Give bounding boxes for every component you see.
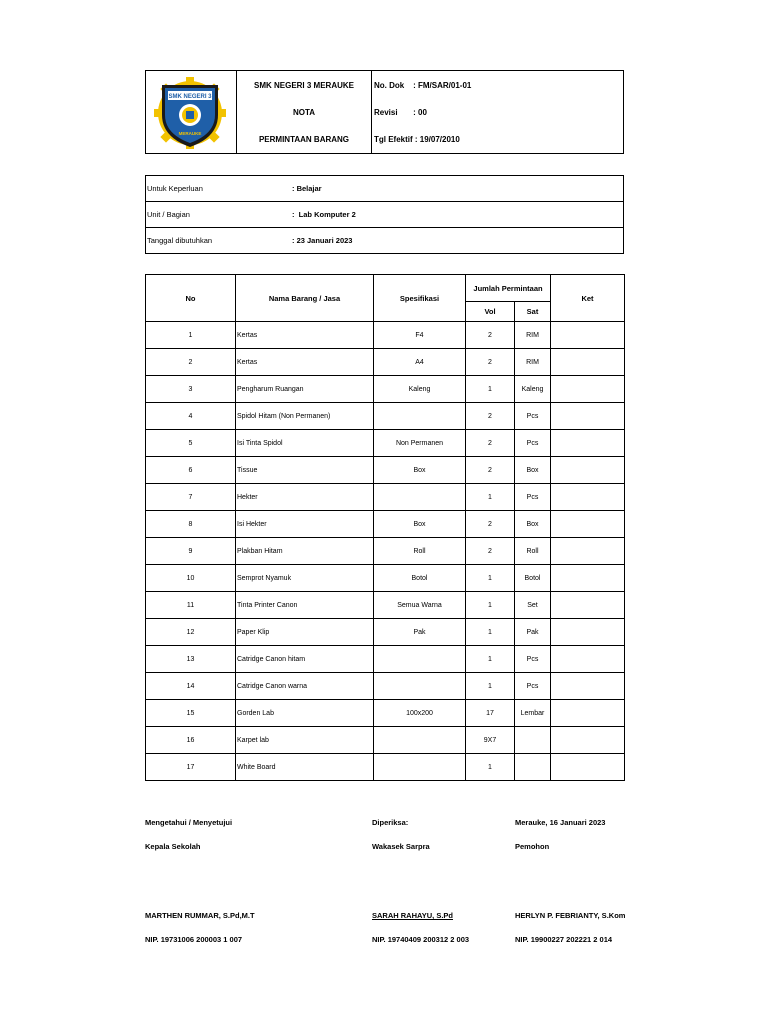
- school-name: SMK NEGERI 3 MERAUKE: [253, 80, 354, 90]
- cell-no: 10: [146, 565, 236, 592]
- cell-ket: [551, 700, 625, 727]
- revisi: Revisi : 00: [374, 107, 427, 117]
- cell-ket: [551, 565, 625, 592]
- cell-sat: [515, 754, 551, 781]
- info-row-tanggal: [146, 228, 624, 254]
- cell-ket: [551, 619, 625, 646]
- header-jumlah: Jumlah Permintaan: [466, 275, 551, 302]
- cell-no: 5: [146, 430, 236, 457]
- logo-text-top: SMK NEGERI 3: [168, 94, 212, 100]
- cell-nama: Semprot Nyamuk: [236, 565, 374, 592]
- cell-spesifikasi: Kaleng: [374, 376, 466, 403]
- cell-vol: 1: [466, 619, 515, 646]
- cell-nama: Plakban Hitam: [236, 538, 374, 565]
- table-row: [146, 592, 625, 619]
- unit-label: Unit / Bagian: [147, 210, 190, 219]
- cell-no: 14: [146, 673, 236, 700]
- document-header: [145, 70, 624, 154]
- cell-no: 1: [146, 322, 236, 349]
- cell-nama: Isi Tinta Spidol: [236, 430, 374, 457]
- cell-spesifikasi: Non Permanen: [374, 430, 466, 457]
- cell-nama: Hekter: [236, 484, 374, 511]
- table-row: [146, 727, 625, 754]
- table-row: [146, 484, 625, 511]
- cell-no: 13: [146, 646, 236, 673]
- sig-mid-name: SARAH RAHAYU, S.Pd: [372, 911, 453, 920]
- cell-ket: [551, 457, 625, 484]
- cell-spesifikasi: A4: [374, 349, 466, 376]
- table-row: [146, 322, 625, 349]
- sig-mid-top: Diperiksa:: [372, 818, 409, 827]
- cell-nama: White Board: [236, 754, 374, 781]
- cell-sat: Pak: [515, 619, 551, 646]
- info-row-keperluan: [146, 176, 624, 202]
- table-row: [146, 646, 625, 673]
- cell-vol: 2: [466, 430, 515, 457]
- table-row: [146, 403, 625, 430]
- logo-text-bottom: MERAUKE: [178, 131, 202, 136]
- sig-right-top: Merauke, 16 Januari 2023: [515, 818, 606, 827]
- cell-sat: Pcs: [515, 403, 551, 430]
- cell-vol: 2: [466, 511, 515, 538]
- table-row: [146, 619, 625, 646]
- cell-sat: Lembar: [515, 700, 551, 727]
- school-logo: [146, 71, 234, 151]
- cell-vol: 2: [466, 403, 515, 430]
- cell-no: 9: [146, 538, 236, 565]
- cell-sat: RIM: [515, 322, 551, 349]
- no-dok: No. Dok : FM/SAR/01-01: [374, 80, 472, 90]
- sig-right-name: HERLYN P. FEBRIANTY, S.Kom: [515, 911, 626, 920]
- keperluan-value: : Belajar: [292, 184, 322, 193]
- sig-mid-nip: NIP. 19740409 200312 2 003: [372, 935, 470, 944]
- cell-sat: Botol: [515, 565, 551, 592]
- cell-ket: [551, 430, 625, 457]
- cell-vol: 2: [466, 349, 515, 376]
- sig-left-nip: NIP. 19731006 200003 1 007: [145, 935, 243, 944]
- cell-no: 15: [146, 700, 236, 727]
- cell-sat: Pcs: [515, 646, 551, 673]
- items-table: [145, 274, 625, 781]
- table-row: [146, 700, 625, 727]
- header-ket: Ket: [551, 275, 625, 322]
- table-row: [146, 349, 625, 376]
- cell-spesifikasi: [374, 403, 466, 430]
- tanggal-value: : 23 Januari 2023: [292, 236, 353, 245]
- cell-nama: Kertas: [236, 322, 374, 349]
- table-row: [146, 754, 625, 781]
- cell-spesifikasi: [374, 484, 466, 511]
- doc-subtitle: PERMINTAAN BARANG: [258, 134, 350, 144]
- cell-spesifikasi: [374, 646, 466, 673]
- cell-spesifikasi: Botol: [374, 565, 466, 592]
- cell-ket: [551, 322, 625, 349]
- cell-vol: 2: [466, 538, 515, 565]
- cell-spesifikasi: [374, 754, 466, 781]
- table-row: [146, 538, 625, 565]
- cell-sat: Pcs: [515, 673, 551, 700]
- cell-nama: Tissue: [236, 457, 374, 484]
- cell-nama: Isi Hekter: [236, 511, 374, 538]
- cell-no: 16: [146, 727, 236, 754]
- cell-ket: [551, 538, 625, 565]
- cell-vol: 1: [466, 754, 515, 781]
- cell-nama: Pengharum Ruangan: [236, 376, 374, 403]
- cell-spesifikasi: F4: [374, 322, 466, 349]
- cell-sat: [515, 727, 551, 754]
- info-row-unit: [146, 202, 624, 228]
- cell-vol: 1: [466, 376, 515, 403]
- cell-no: 6: [146, 457, 236, 484]
- cell-vol: 1: [466, 565, 515, 592]
- title-cell: [237, 71, 372, 154]
- cell-sat: Pcs: [515, 484, 551, 511]
- cell-spesifikasi: [374, 727, 466, 754]
- cell-sat: Kaleng: [515, 376, 551, 403]
- cell-ket: [551, 511, 625, 538]
- header-nama: Nama Barang / Jasa: [236, 275, 374, 322]
- cell-sat: Box: [515, 457, 551, 484]
- cell-spesifikasi: [374, 673, 466, 700]
- cell-ket: [551, 376, 625, 403]
- cell-no: 12: [146, 619, 236, 646]
- cell-vol: 9X7: [466, 727, 515, 754]
- sig-left-role: Kepala Sekolah: [145, 842, 201, 851]
- header-spesifikasi: Spesifikasi: [374, 275, 466, 322]
- table-row: [146, 511, 625, 538]
- cell-spesifikasi: Box: [374, 457, 466, 484]
- cell-no: 17: [146, 754, 236, 781]
- table-row: [146, 565, 625, 592]
- cell-nama: Catridge Canon hitam: [236, 646, 374, 673]
- cell-spesifikasi: Box: [374, 511, 466, 538]
- cell-no: 2: [146, 349, 236, 376]
- cell-vol: 1: [466, 592, 515, 619]
- cell-ket: [551, 673, 625, 700]
- cell-vol: 1: [466, 673, 515, 700]
- cell-ket: [551, 484, 625, 511]
- cell-ket: [551, 646, 625, 673]
- table-row: [146, 376, 625, 403]
- cell-vol: 17: [466, 700, 515, 727]
- cell-spesifikasi: Roll: [374, 538, 466, 565]
- cell-nama: Catridge Canon warna: [236, 673, 374, 700]
- sig-right-nip: NIP. 19900227 202221 2 014: [515, 935, 613, 944]
- logo-cell: [146, 71, 237, 154]
- cell-vol: 1: [466, 646, 515, 673]
- cell-no: 8: [146, 511, 236, 538]
- header-no: No: [146, 275, 236, 322]
- cell-nama: Tinta Printer Canon: [236, 592, 374, 619]
- cell-sat: Pcs: [515, 430, 551, 457]
- sig-left-name: MARTHEN RUMMAR, S.Pd,M.T: [145, 911, 255, 920]
- cell-nama: Spidol Hitam (Non Permanen): [236, 403, 374, 430]
- tgl-efektif: Tgl Efektif : 19/07/2010: [374, 134, 460, 144]
- cell-no: 4: [146, 403, 236, 430]
- cell-nama: Karpet lab: [236, 727, 374, 754]
- tanggal-label: Tanggal dibutuhkan: [147, 236, 213, 245]
- cell-no: 11: [146, 592, 236, 619]
- table-row: [146, 430, 625, 457]
- cell-nama: Paper Klip: [236, 619, 374, 646]
- cell-sat: RIM: [515, 349, 551, 376]
- cell-no: 3: [146, 376, 236, 403]
- keperluan-label: Untuk Keperluan: [147, 184, 203, 193]
- cell-vol: 2: [466, 322, 515, 349]
- cell-sat: Box: [515, 511, 551, 538]
- header-vol: Vol: [466, 302, 515, 322]
- table-row: [146, 457, 625, 484]
- cell-ket: [551, 727, 625, 754]
- cell-spesifikasi: Pak: [374, 619, 466, 646]
- cell-ket: [551, 592, 625, 619]
- request-info: [145, 175, 624, 254]
- table-row: [146, 673, 625, 700]
- cell-ket: [551, 754, 625, 781]
- unit-value: : Lab Komputer 2: [292, 210, 356, 219]
- cell-spesifikasi: 100x200: [374, 700, 466, 727]
- sig-left-top: Mengetahui / Menyetujui: [145, 818, 233, 827]
- meta-cell: [372, 71, 624, 154]
- cell-vol: 1: [466, 484, 515, 511]
- cell-vol: 2: [466, 457, 515, 484]
- cell-nama: Kertas: [236, 349, 374, 376]
- cell-spesifikasi: Semua Warna: [374, 592, 466, 619]
- sig-mid-role: Wakasek Sarpra: [372, 842, 430, 851]
- sig-right-role: Pemohon: [515, 842, 550, 851]
- cell-no: 7: [146, 484, 236, 511]
- cell-ket: [551, 349, 625, 376]
- header-sat: Sat: [515, 302, 551, 322]
- cell-ket: [551, 403, 625, 430]
- doc-type: NOTA: [292, 107, 316, 117]
- cell-sat: Set: [515, 592, 551, 619]
- cell-nama: Gorden Lab: [236, 700, 374, 727]
- cell-sat: Roll: [515, 538, 551, 565]
